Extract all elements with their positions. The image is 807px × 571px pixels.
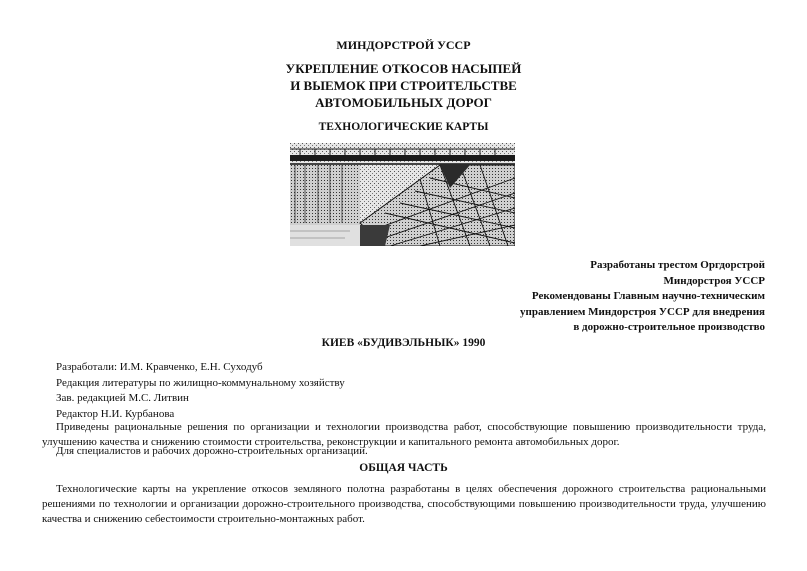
audience-paragraph: Для специалистов и рабочих дорожно-строительных организаций.: [56, 445, 368, 457]
developers-line: Миндорстроя УССР: [663, 274, 765, 287]
document-title: [0, 60, 807, 111]
title-line: И ВЫЕМОК ПРИ СТРОИТЕЛЬСТВЕ: [290, 78, 517, 93]
title-line: АВТОМОБИЛЬНЫХ ДОРОГ: [315, 95, 492, 110]
section-heading: ОБЩАЯ ЧАСТЬ: [359, 462, 448, 474]
developers-line: Рекомендованы Главным научно-техническим: [531, 290, 765, 302]
credits-line: Зав. редакцией М.С. Литвин: [56, 392, 189, 404]
ministry-name: МИНДОРСТРОЙ УССР: [336, 38, 471, 52]
document-subtitle: ТЕХНОЛОГИЧЕСКИЕ КАРТЫ: [318, 121, 489, 133]
credits-line: Редакция литературы по жилищно-коммунальному хозяйству: [56, 376, 345, 389]
cover-illustration: [290, 143, 515, 246]
developers-line: управлением Миндорстроя УССР для внедрения: [520, 305, 765, 318]
credits-block: [56, 360, 345, 422]
developers-line: в дорожно-строительное производство: [573, 321, 765, 333]
developers-block: [520, 258, 765, 336]
developers-line: Разработаны трестом Оргдорстрой: [590, 259, 765, 271]
title-line: УКРЕПЛЕНИЕ ОТКОСОВ НАСЫПЕЙ: [285, 61, 522, 76]
credits-line: Редактор Н.И. Курбанова: [56, 407, 175, 420]
section-paragraph: Технологические карты на укрепление откосов земляного полотна разработаны в целях обеспечения дорожного строительства рациональными решениями по технологии и организации дорожно-строительного производства, способствующими повышению производительности труда, улучшению качества и снижению себестоимости строительно-монтажных работ.: [42, 483, 766, 525]
credits-line: Разработали: И.М. Кравченко, Е.Н. Суходуб: [56, 361, 263, 373]
abstract-paragraph: Приведены рациональные решения по организации и технологии производства работ, способствующие повышению производительности труда, улучшению качества и снижению стоимости строительства, реконструкции и капитального ремонта автомобильных дорог.: [42, 421, 766, 448]
publisher-line: КИЕВ «БУДИВЭЛЬНЫК» 1990: [321, 337, 486, 349]
